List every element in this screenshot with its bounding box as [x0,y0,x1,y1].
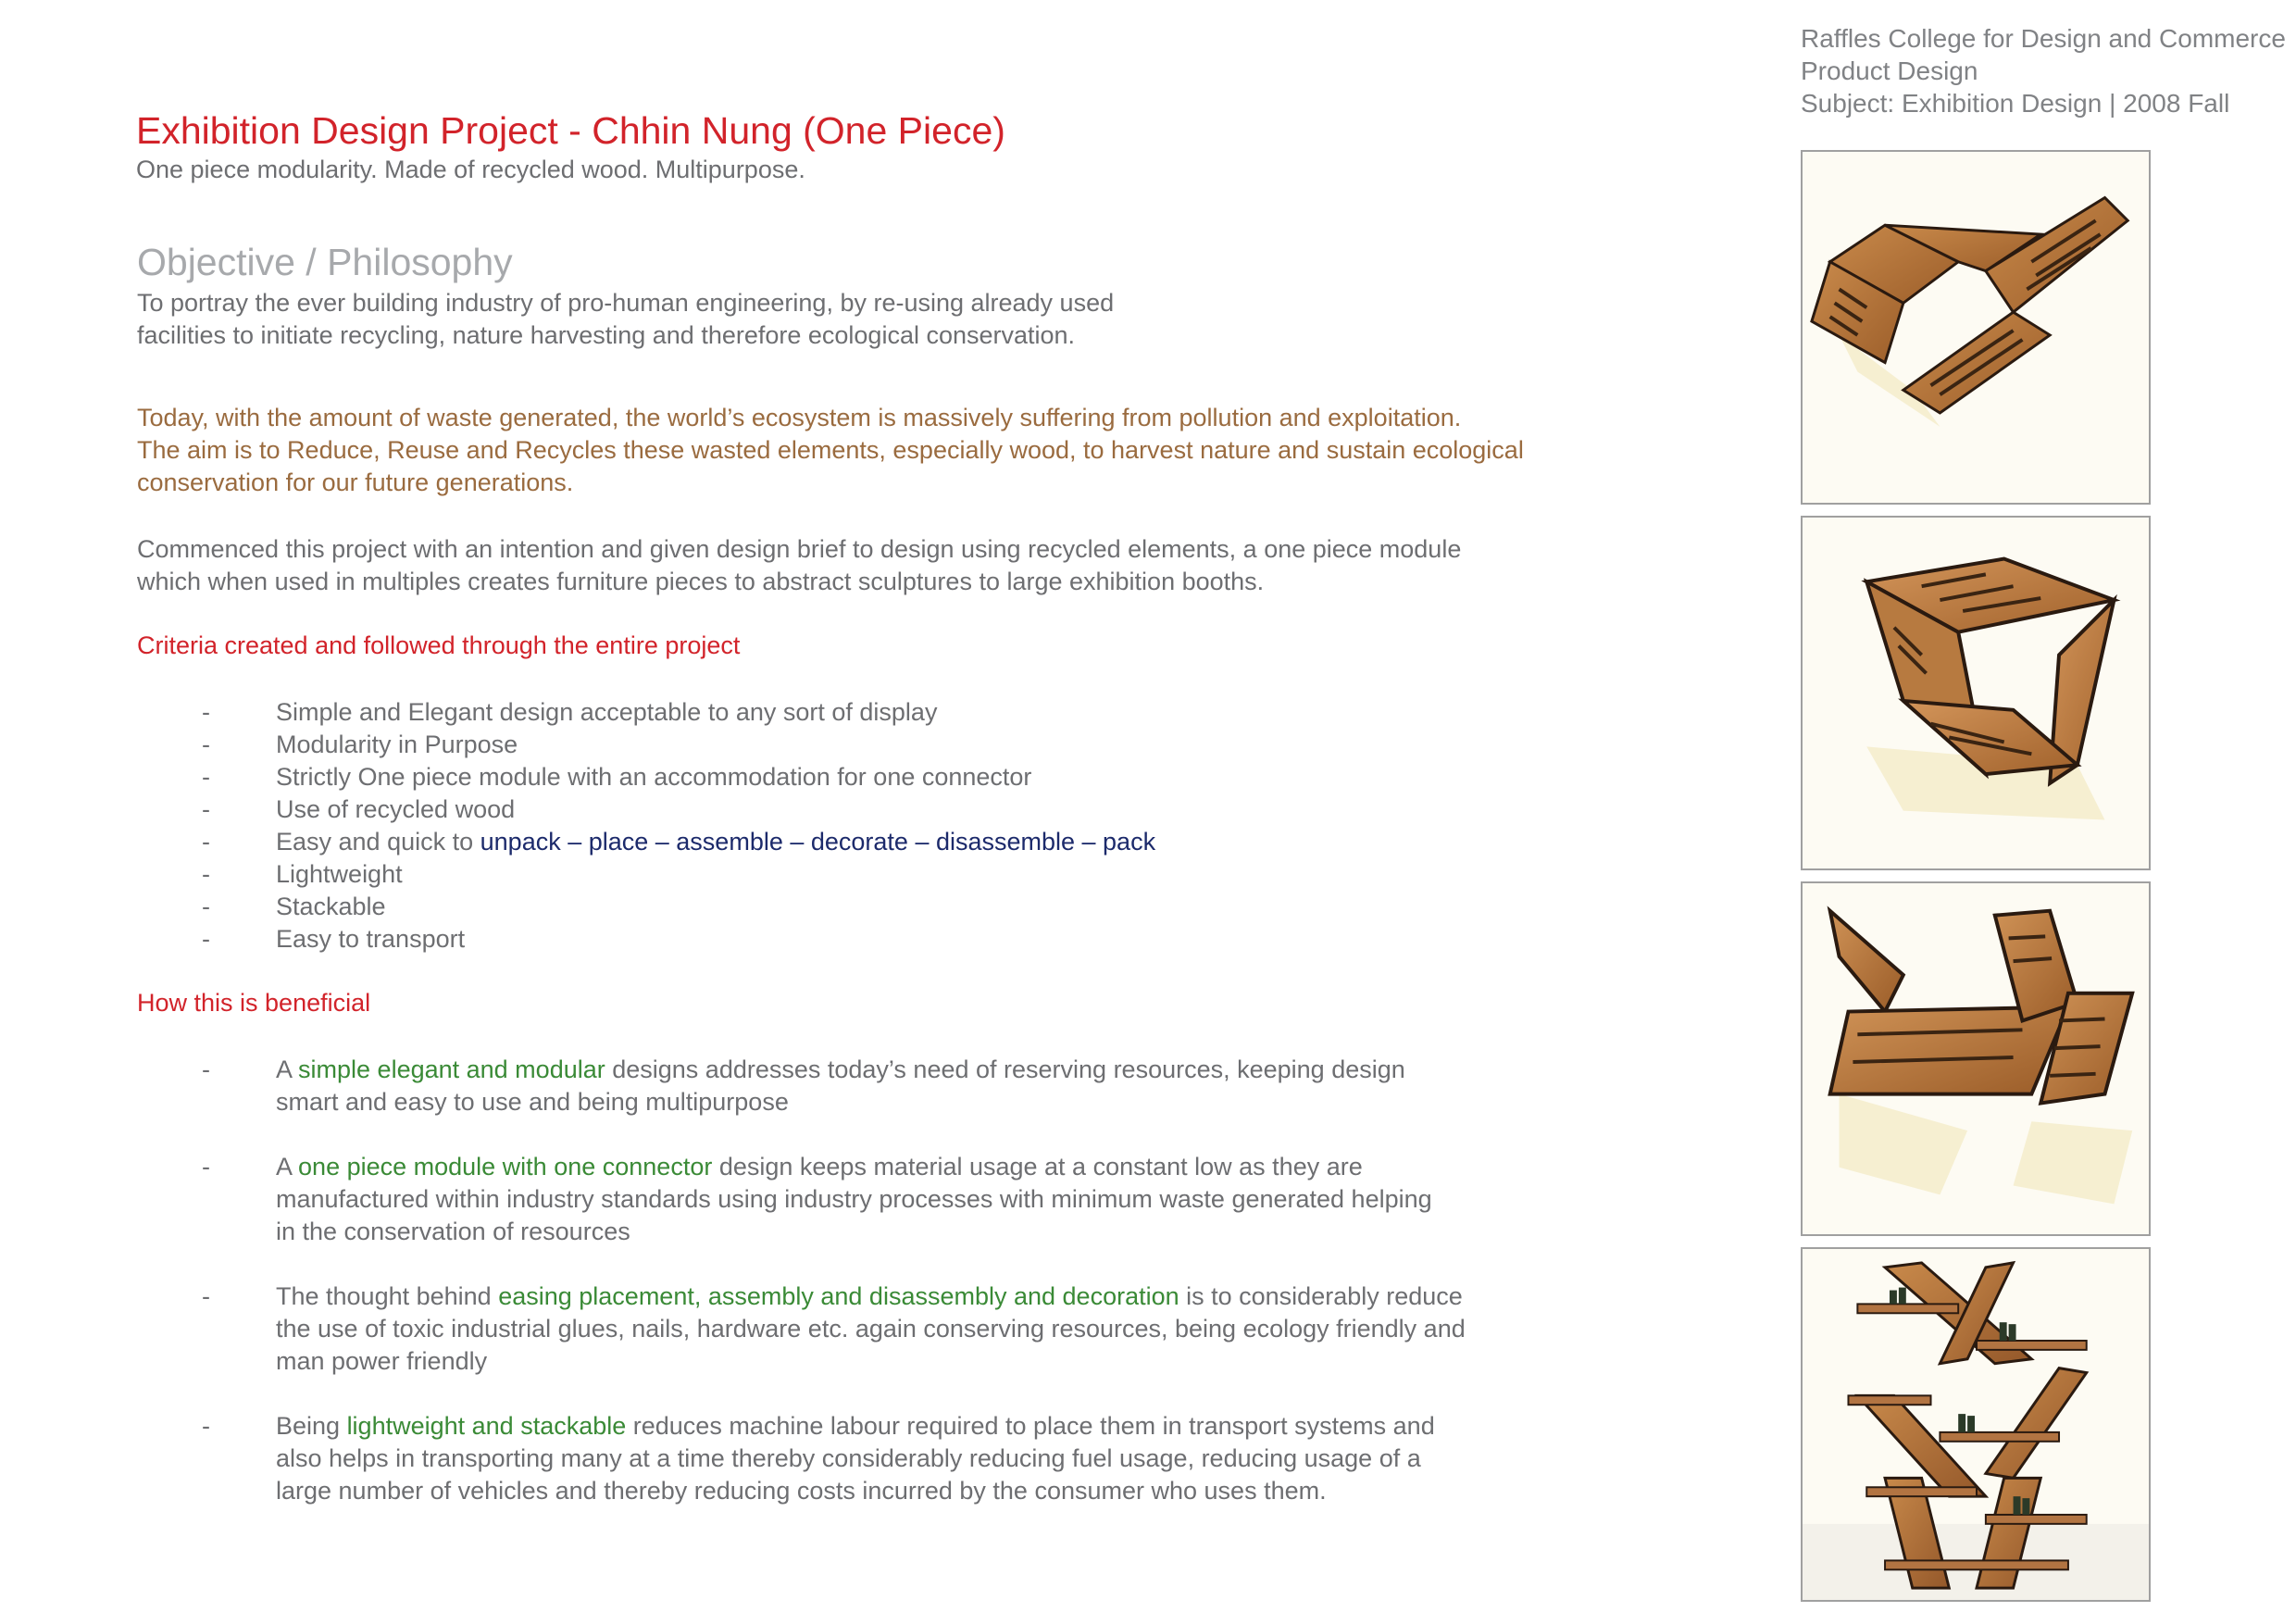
benefit-heading: How this is beneficial [137,989,371,1017]
list-dash: - [202,1056,210,1083]
benefit-item: - Being lightweight and stackable reduces machine labour required to place them in transport systems and also helps in transporting many at a time thereby considerably reducing fuel usage, reducing usage of a large number of vehicles and thereby reducing costs incurred by the consumer who uses them. [202,1410,1535,1507]
objective-line: To portray the ever building industry of pro-human engineering, by re-using already used [137,289,1115,317]
criteria-item: - Use of recycled wood [202,793,1535,826]
list-dash: - [202,731,210,758]
bookshelf-illustration [1803,1249,2149,1600]
page-title: Exhibition Design Project - Chhin Nung (One Piece) [136,109,1005,152]
benefit-highlight: simple elegant and modular [298,1056,605,1083]
render-lounge-chair [1801,150,2151,505]
benefit-item: - A simple elegant and modular designs addresses today’s need of reserving resources, keeping design smart and easy to use and being multipurpose [202,1054,1535,1118]
render-module-assembly [1801,881,2151,1236]
criteria-item: - Strictly One piece module with an accommodation for one connector [202,761,1535,793]
waste-line: Today, with the amount of waste generated, the world’s ecosystem is massively suffering from pollution and exploitation. [137,404,1462,431]
list-dash: - [202,860,210,888]
list-dash: - [202,925,210,953]
list-dash: - [202,1282,210,1310]
list-dash: - [202,828,210,856]
list-dash: - [202,698,210,726]
benefit-highlight: lightweight and stackable [346,1412,627,1440]
frame-module-illustration [1803,518,2149,868]
criteria-item: - Easy and quick to unpack – place – assemble – decorate – disassemble – pack [202,826,1535,858]
commenced-line: Commenced this project with an intention and given design brief to design using recycled elements, a one piece module [137,535,1462,563]
department-name: Product Design [1801,56,1978,85]
page-subtitle: One piece modularity. Made of recycled wood. Multipurpose. [136,156,805,183]
benefit-highlight: easing placement, assembly and disassembly and decoration [498,1282,1179,1310]
criteria-item: - Stackable [202,891,1535,923]
objective-line: facilities to initiate recycling, nature harvesting and therefore ecological conservation. [137,321,1076,349]
render-frame-module [1801,516,2151,870]
module-assembly-illustration [1803,883,2149,1234]
objective-paragraph [137,287,1581,352]
waste-paragraph [137,402,1581,499]
college-name: Raffles College for Design and Commerce [1801,24,2286,53]
subject-line: Subject: Exhibition Design | 2008 Fall [1801,89,2230,118]
lounge-chair-illustration [1803,152,2149,503]
college-info [1801,22,2286,119]
list-dash: - [202,893,210,920]
list-dash: - [202,795,210,823]
commenced-line: which when used in multiples creates furniture pieces to abstract sculptures to large exhibition booths. [137,568,1265,595]
criteria-item: - Modularity in Purpose [202,729,1535,761]
benefit-list [202,1054,1535,1540]
criteria-item: - Simple and Elegant design acceptable to any sort of display [202,696,1535,729]
list-dash: - [202,763,210,791]
criteria-list [202,696,1535,956]
objective-heading: Objective / Philosophy [137,241,513,283]
commenced-paragraph [137,533,1581,598]
criteria-item: - Easy to transport [202,923,1535,956]
process-steps: unpack – place – assemble – decorate – disassemble – pack [480,828,1156,856]
benefit-item: - A one piece module with one connector design keeps material usage at a constant low as they are manufactured within industry standards using industry processes with minimum waste generated helping in the conservation of resources [202,1151,1535,1248]
waste-line: conservation for our future generations. [137,468,574,496]
criteria-item: - Lightweight [202,858,1535,891]
waste-line: The aim is to Reduce, Reuse and Recycles these wasted elements, especially wood, to harvest nature and sustain ecological [137,436,1524,464]
criteria-heading: Criteria created and followed through the entire project [137,631,741,659]
list-dash: - [202,1412,210,1440]
benefit-item: - The thought behind easing placement, assembly and disassembly and decoration is to considerably reduce the use of toxic industrial glues, nails, hardware etc. again conserving resources, being ecology friendly and man power friendly [202,1280,1535,1378]
list-dash: - [202,1153,210,1181]
benefit-highlight: one piece module with one connector [298,1153,713,1181]
render-bookshelf [1801,1247,2151,1602]
